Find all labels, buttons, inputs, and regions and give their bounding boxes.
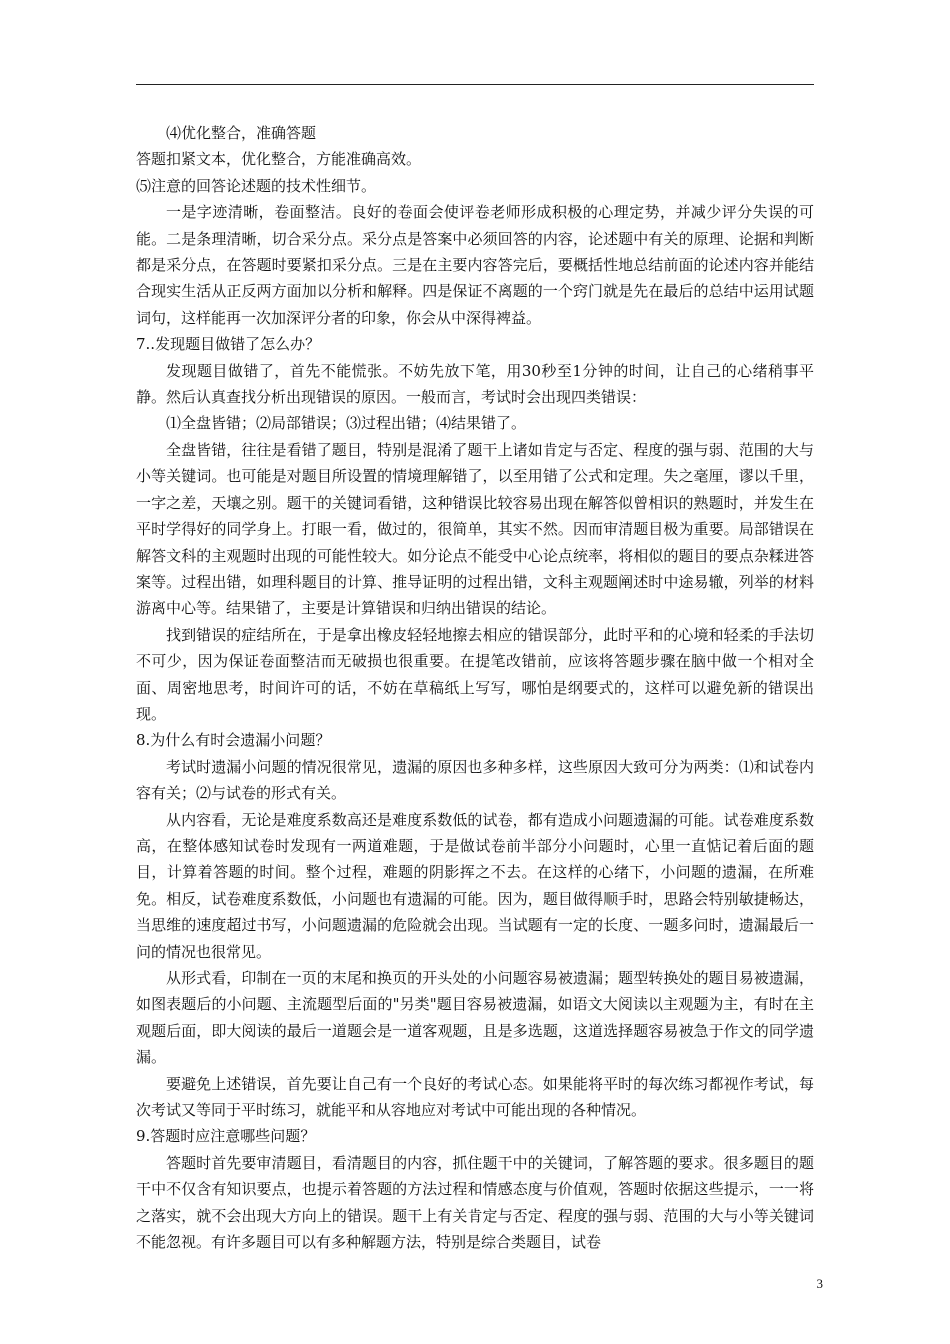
paragraph: 发现题目做错了，首先不能慌张。不妨先放下笔，用30秒至1分钟的时间，让自己的心绪稍事平静。然后认真查找分析出现错误的原因。一般而言，考试时会出现四类错误： xyxy=(136,361,814,407)
paragraph: 从内容看，无论是难度系数高还是难度系数低的试卷，都有造成小问题遗漏的可能。试卷难度系数高，在整体感知试卷时发现有一两道难题，于是做试卷前半部分小问题时，心里一直惦记着后面的题目，计算着答题的时间。整个过程，难题的阴影挥之不去。在这样的心绪下，小问题的遗漏，在所难免。相反，试卷难度系数低，小问题也有遗漏的可能。因为，题目做得顺手时，思路会特别敏捷畅达，当思维的速度超过书写，小问题遗漏的危险就会出现。当试题有一定的长度、一题多问时，遗漏最后一问的情况也很常见。 xyxy=(136,810,814,961)
paragraph: 一是字迹清晰，卷面整洁。良好的卷面会使评卷老师形成积极的心理定势，并减少评分失误的可能。二是条理清晰，切合采分点。采分点是答案中必须回答的内容，论述题中有关的原理、论据和判断都是采分点，在答题时要紧扣采分点。三是在主要内容答完后，要概括性地总结前面的论述内容并能结合现实生活从正反两方面加以分析和解释。四是保证不离题的一个窍门就是先在最后的总结中运用试题词句，这样能再一次加深评分者的印象，你会从中深得裨益。 xyxy=(136,203,814,327)
paragraph: 考试时遗漏小问题的情况很常见，遗漏的原因也多种多样，这些原因大致可分为两类：⑴和试卷内容有关；⑵与试卷的形式有关。 xyxy=(136,757,814,803)
page-number: 3 xyxy=(816,1276,823,1291)
document-body xyxy=(136,120,814,1255)
paragraph: ⑷优化整合，准确答题 xyxy=(166,124,317,142)
paragraph: ⑸注意的回答论述题的技术性细节。 xyxy=(136,176,377,195)
paragraph: 找到错误的症结所在，于是拿出橡皮轻轻地擦去相应的错误部分，此时平和的心境和轻柔的手法切不可少，因为保证卷面整洁而无破损也很重要。在提笔改错前，应该将答题步骤在脑中做一个相对全面、周密地思考，时间许可的话，不妨在草稿纸上写写，哪怕是纲要式的，这样可以避免新的错误出现。 xyxy=(136,625,814,723)
header-rule xyxy=(136,84,814,85)
section-heading: 9.答题时应注意哪些问题？ xyxy=(136,1127,316,1146)
section-heading: 8.为什么有时会遗漏小问题？ xyxy=(136,731,331,750)
paragraph: 要避免上述错误，首先要让自己有一个良好的考试心态。如果能将平时的每次练习都视作考试，每次考试又等同于平时练习，就能平和从容地应对考试中可能出现的各种情况。 xyxy=(136,1074,814,1120)
paragraph: 答题时首先要审清题目，看清题目的内容，抓住题干中的关键词，了解答题的要求。很多题目的题干中不仅含有知识要点，也提示着答题的方法过程和情感态度与价值观，答题时依据这些提示，一一将之落实，就不会出现大方向上的错误。题干上有关肯定与否定、程度的强与弱、范围的大与小等关键词不能忽视。有许多题目可以有多种解题方法，特别是综合类题目，试卷 xyxy=(136,1153,814,1252)
paragraph: ⑴全盘皆错；⑵局部错误；⑶过程出错；⑷结果错了。 xyxy=(166,414,527,433)
section-heading: 7..发现题目做错了怎么办？ xyxy=(136,335,321,354)
paragraph: 全盘皆错，往往是看错了题目，特别是混淆了题干上诸如肯定与否定、程度的强与弱、范围的大与小等关键词。也可能是对题目所设置的情境理解错了，以至用错了公式和定理。失之毫厘，谬以千里，一字之差，天壤之别。题干的关键词看错，这种错误比较容易出现在解答似曾相识的熟题时，并发生在平时学得好的同学身上。打眼一看，做过的，很简单，其实不然。因而审清题目极为重要。局部错误在解答文科的主观题时出现的可能性较大。如分论点不能受中心论点统率，将相似的题目的要点杂糅进答案等。过程出错，如理科题目的计算、推导证明的过程出错，文科主观题阐述时中途易辙，列举的材料游离中心等。结果错了，主要是计算错误和归纳出错误的结论。 xyxy=(136,440,814,618)
paragraph: 答题扣紧文本，优化整合，方能准确高效。 xyxy=(136,150,422,169)
paragraph: 从形式看，印制在一页的末尾和换页的开头处的小问题容易被遗漏；题型转换处的题目易被遗漏，如图表题后的小问题、主流题型后面的"另类"题目容易被遗漏，如语文大阅读以主观题为主，有时在主观题后面，即大阅读的最后一道题会是一道客观题，且是多选题，这道选择题容易被急于作文的同学遗漏。 xyxy=(136,969,814,1067)
